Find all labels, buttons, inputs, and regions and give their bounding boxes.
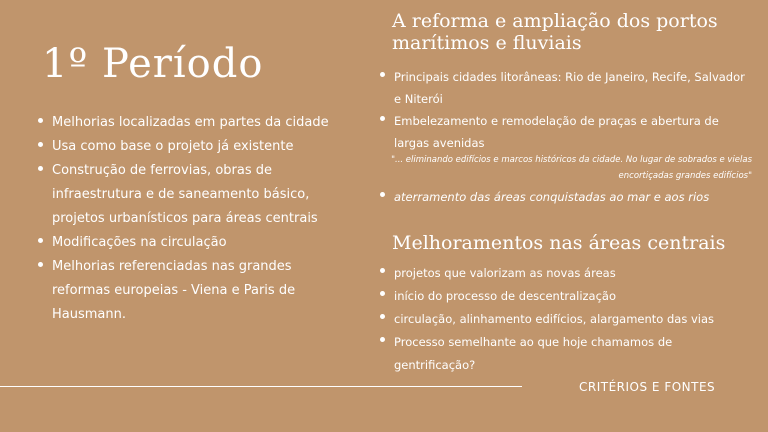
section-heading-ports: A reforma e ampliação dos portos marítimos e fluviais [392, 10, 718, 54]
landfill-bullet-list [380, 186, 752, 208]
list-item: Melhorias referenciadas nas grandes reformas europeias - Viena e Paris de Hausmann. [38, 255, 348, 327]
list-item: aterramento das áreas conquistadas ao mar e aos rios [380, 186, 752, 208]
list-item: Modificações na circulação [38, 231, 348, 255]
central-areas-bullet-list [380, 262, 752, 377]
footer-divider [0, 386, 522, 387]
list-item: Principais cidades litorâneas: Rio de Janeiro, Recife, Salvador e Niterói [380, 66, 752, 110]
list-item: Embelezamento e remodelação de praças e abertura de largas avenidas [380, 110, 752, 154]
left-bullet-list [38, 111, 348, 327]
quote-text: "... eliminando edifícios e marcos históricos da cidade. No lugar de sobrados e vielas encortiçadas grandes edifícios" [391, 155, 752, 181]
page-title: 1º Período [42, 41, 264, 87]
list-item: Processo semelhante ao que hoje chamamos de gentrificação? [380, 331, 752, 377]
list-item: circulação, alinhamento edifícios, alargamento das vias [380, 308, 752, 331]
list-item: Usa como base o projeto já existente [38, 135, 348, 159]
criteria-sources-link[interactable]: CRITÉRIOS E FONTES [579, 380, 716, 394]
list-item: projetos que valorizam as novas áreas [380, 262, 752, 285]
list-item: início do processo de descentralização [380, 285, 752, 308]
list-item: Melhorias localizadas em partes da cidade [38, 111, 348, 135]
section-heading-central-areas: Melhoramentos nas áreas centrais [392, 232, 726, 254]
list-item: Construção de ferrovias, obras de infraestrutura e de saneamento básico, projetos urbanísticos para áreas centrais [38, 159, 348, 231]
ports-bullet-list [380, 66, 752, 154]
